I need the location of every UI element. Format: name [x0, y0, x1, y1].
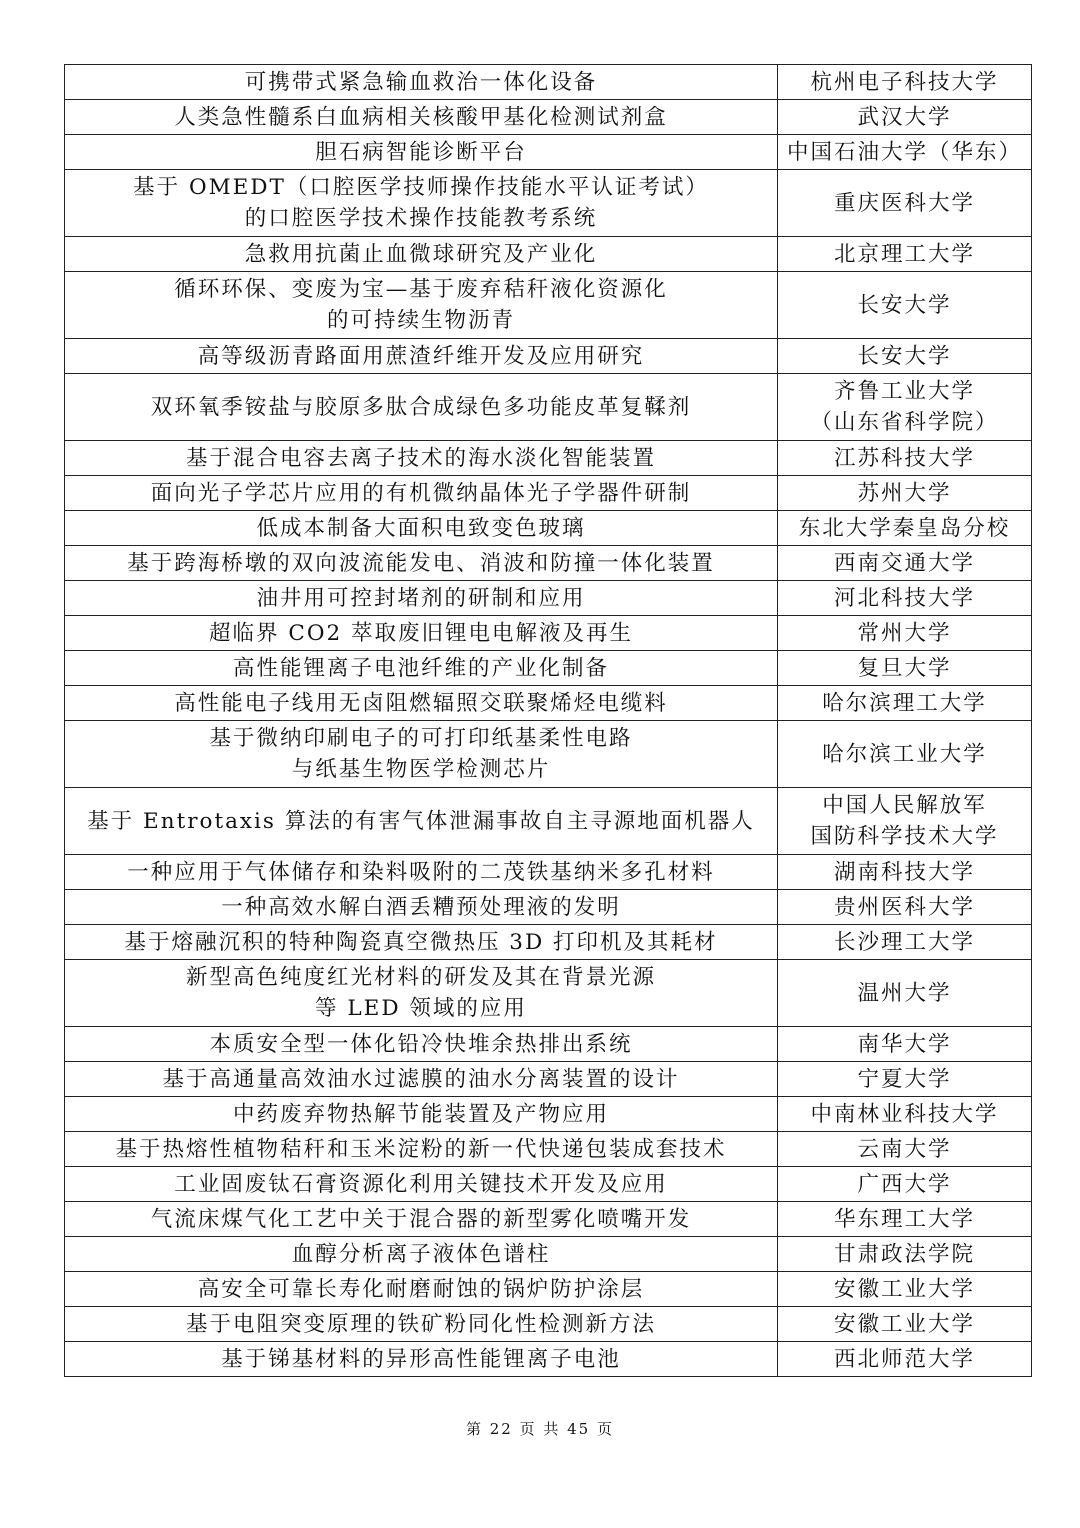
table-row: [65, 1062, 1032, 1097]
project-name-line: 的可持续生物沥青: [326, 308, 515, 333]
project-name-cell: [65, 374, 778, 441]
institution-name-line: 东北大学秦皇岛分校: [798, 515, 1011, 541]
project-name-cell: [65, 1237, 778, 1272]
project-name-cell: [65, 960, 778, 1027]
table-row: [65, 1097, 1032, 1132]
institution-cell: [778, 135, 1032, 170]
institution-name-line: 长沙理工大学: [833, 929, 975, 955]
table-row: [65, 788, 1032, 855]
table-row: [65, 1237, 1032, 1272]
project-name-line: 循环环保、变废为宝—基于废弃秸秆液化资源化: [174, 277, 668, 302]
project-name-cell: [65, 1202, 778, 1237]
project-name-line: 基于跨海桥墩的双向波流能发电、消波和防撞一体化装置: [127, 550, 715, 576]
project-name-cell: [65, 1272, 778, 1307]
project-name-cell: [65, 511, 778, 546]
project-name-line: 基于 Entrotaxis 算法的有害气体泄漏事故自主寻源地面机器人: [87, 808, 755, 834]
project-name-cell: [65, 1027, 778, 1062]
institution-cell: [778, 721, 1032, 788]
institution-name-line: 湖南科技大学: [833, 859, 975, 885]
table-row: [65, 374, 1032, 441]
table-row: [65, 237, 1032, 272]
table-row: [65, 1272, 1032, 1307]
institution-name-line: 温州大学: [857, 980, 952, 1006]
institution-name-line: 贵州医科大学: [833, 894, 975, 920]
table-row: [65, 272, 1032, 339]
project-name-line: 基于高通量高效油水过滤膜的油水分离装置的设计: [162, 1066, 680, 1092]
institution-name-line: 南华大学: [857, 1031, 952, 1057]
institution-cell: [778, 581, 1032, 616]
institution-name-line: 西南交通大学: [833, 550, 975, 576]
project-name-line: 低成本制备大面积电致变色玻璃: [256, 515, 586, 541]
project-name-cell: [65, 1062, 778, 1097]
project-name-cell: [65, 441, 778, 476]
project-name-line: 急救用抗菌止血微球研究及产业化: [244, 241, 598, 267]
project-table-body: [65, 65, 1032, 1377]
table-row: [65, 651, 1032, 686]
project-name-line: 中药废弃物热解节能装置及产物应用: [232, 1101, 609, 1127]
institution-cell: [778, 339, 1032, 374]
table-row: [65, 616, 1032, 651]
project-name-cell: [65, 272, 778, 339]
table-row: [65, 65, 1032, 100]
project-name-cell: [65, 170, 778, 237]
institution-cell: [778, 1167, 1032, 1202]
institution-cell: [778, 1062, 1032, 1097]
project-name-cell: [65, 1342, 778, 1377]
table-row: [65, 170, 1032, 237]
table-row: [65, 1167, 1032, 1202]
project-name-cell: [65, 616, 778, 651]
institution-cell: [778, 1307, 1032, 1342]
table-row: [65, 890, 1032, 925]
institution-cell: [778, 511, 1032, 546]
project-name-cell: [65, 100, 778, 135]
project-name-line: 工业固废钛石膏资源化利用关键技术开发及应用: [174, 1171, 668, 1197]
institution-name-line: 北京理工大学: [833, 241, 975, 267]
project-name-line: 本质安全型一体化铅冷快堆余热排出系统: [209, 1031, 633, 1057]
institution-name-line: 国防科学技术大学: [810, 824, 999, 849]
project-name-cell: [65, 890, 778, 925]
project-name-cell: [65, 135, 778, 170]
institution-cell: [778, 441, 1032, 476]
institution-cell: [778, 100, 1032, 135]
table-row: [65, 1342, 1032, 1377]
project-name-cell: [65, 651, 778, 686]
institution-cell: [778, 1342, 1032, 1377]
project-name-line: 基于混合电容去离子技术的海水淡化智能装置: [185, 445, 656, 471]
table-row: [65, 960, 1032, 1027]
institution-name-line: 中国人民解放军: [822, 793, 987, 818]
institution-cell: [778, 651, 1032, 686]
project-name-cell: [65, 546, 778, 581]
project-name-cell: [65, 855, 778, 890]
project-name-line: 等 LED 领域的应用: [315, 996, 527, 1021]
project-name-line: 基于锑基材料的异形高性能锂离子电池: [221, 1346, 621, 1372]
institution-name-line: 中国石油大学（华东）: [786, 139, 1022, 165]
project-name-line: 面向光子学芯片应用的有机微纳晶体光子学器件研制: [150, 480, 692, 506]
project-name-line: 基于热熔性植物秸秆和玉米淀粉的新一代快递包装成套技术: [115, 1136, 727, 1162]
project-name-line: 血醇分析离子液体色谱柱: [291, 1241, 551, 1267]
project-name-line: 高性能电子线用无卤阻燃辐照交联聚烯烃电缆料: [174, 690, 668, 716]
table-row: [65, 855, 1032, 890]
table-row: [65, 100, 1032, 135]
project-name-cell: [65, 721, 778, 788]
project-name-line: 可携带式紧急输血救治一体化设备: [244, 69, 598, 95]
project-name-cell: [65, 1097, 778, 1132]
institution-cell: [778, 925, 1032, 960]
institution-name-line: 常州大学: [857, 620, 952, 646]
table-row: [65, 546, 1032, 581]
institution-cell: [778, 788, 1032, 855]
institution-name-line: 长安大学: [857, 343, 952, 369]
project-name-cell: [65, 1307, 778, 1342]
project-name-line: 高等级沥青路面用蔗渣纤维开发及应用研究: [197, 343, 645, 369]
institution-cell: [778, 237, 1032, 272]
institution-name-line: 河北科技大学: [833, 585, 975, 611]
project-name-line: 一种应用于气体储存和染料吸附的二茂铁基纳米多孔材料: [127, 859, 715, 885]
table-row: [65, 1202, 1032, 1237]
institution-name-line: 江苏科技大学: [833, 445, 975, 471]
project-name-cell: [65, 925, 778, 960]
project-name-line: 油井用可控封堵剂的研制和应用: [256, 585, 586, 611]
table-row: [65, 511, 1032, 546]
project-name-line: 的口腔医学技术操作技能教考系统: [244, 206, 598, 231]
project-name-line: 气流床煤气化工艺中关于混合器的新型雾化喷嘴开发: [150, 1206, 692, 1232]
project-name-line: 基于微纳印刷电子的可打印纸基柔性电路: [209, 726, 633, 751]
institution-cell: [778, 1027, 1032, 1062]
table-row: [65, 339, 1032, 374]
project-name-line: 人类急性髓系白血病相关核酸甲基化检测试剂盒: [174, 104, 668, 130]
project-name-line: 胆石病智能诊断平台: [315, 139, 527, 165]
project-name-line: 高安全可靠长寿化耐磨耐蚀的锅炉防护涂层: [197, 1276, 645, 1302]
project-name-line: 双环氧季铵盐与胶原多肽合成绿色多功能皮革复鞣剂: [150, 394, 692, 420]
institution-name-line: 复旦大学: [857, 655, 952, 681]
table-row: [65, 721, 1032, 788]
institution-cell: [778, 1097, 1032, 1132]
project-name-cell: [65, 1132, 778, 1167]
project-name-line: 基于熔融沉积的特种陶瓷真空微热压 3D 打印机及其耗材: [124, 929, 718, 955]
institution-cell: [778, 1272, 1032, 1307]
institution-cell: [778, 960, 1032, 1027]
institution-cell: [778, 686, 1032, 721]
institution-name-line: 云南大学: [857, 1136, 952, 1162]
table-row: [65, 135, 1032, 170]
institution-name-line: 宁夏大学: [857, 1066, 952, 1092]
project-name-cell: [65, 788, 778, 855]
institution-name-line: 中南林业科技大学: [810, 1101, 999, 1127]
institution-name-line: 西北师范大学: [833, 1346, 975, 1372]
institution-cell: [778, 374, 1032, 441]
project-name-line: 一种高效水解白酒丢糟预处理液的发明: [221, 894, 621, 920]
institution-name-line: 武汉大学: [857, 104, 952, 130]
institution-name-line: 重庆医科大学: [833, 190, 975, 216]
institution-name-line: 齐鲁工业大学: [833, 379, 975, 404]
institution-cell: [778, 616, 1032, 651]
project-name-cell: [65, 581, 778, 616]
institution-name-line: （山东省科学院）: [810, 410, 999, 435]
project-name-line: 与纸基生物医学检测芯片: [291, 757, 551, 782]
project-name-cell: [65, 686, 778, 721]
project-name-line: 新型高色纯度红光材料的研发及其在背景光源: [185, 965, 656, 990]
project-name-cell: [65, 476, 778, 511]
institution-name-line: 安徽工业大学: [833, 1311, 975, 1337]
institution-name-line: 广西大学: [857, 1171, 952, 1197]
institution-name-line: 安徽工业大学: [833, 1276, 975, 1302]
institution-name-line: 哈尔滨工业大学: [822, 741, 987, 767]
institution-cell: [778, 1132, 1032, 1167]
institution-cell: [778, 1237, 1032, 1272]
institution-cell: [778, 65, 1032, 100]
institution-name-line: 华东理工大学: [833, 1206, 975, 1232]
table-row: [65, 686, 1032, 721]
project-name-cell: [65, 1167, 778, 1202]
institution-cell: [778, 476, 1032, 511]
project-name-line: 基于 OMEDT（口腔医学技师操作技能水平认证考试）: [133, 175, 709, 200]
institution-name-line: 杭州电子科技大学: [810, 69, 999, 95]
project-name-cell: [65, 65, 778, 100]
institution-name-line: 长安大学: [857, 292, 952, 318]
table-row: [65, 1132, 1032, 1167]
table-row: [65, 581, 1032, 616]
page-footer: 第 22 页 共 45 页: [465, 1420, 614, 1438]
institution-cell: [778, 855, 1032, 890]
institution-cell: [778, 272, 1032, 339]
institution-name-line: 哈尔滨理工大学: [822, 690, 987, 716]
institution-name-line: 苏州大学: [857, 480, 952, 506]
institution-name-line: 甘肃政法学院: [833, 1241, 975, 1267]
institution-cell: [778, 546, 1032, 581]
table-row: [65, 1027, 1032, 1062]
table-row: [65, 441, 1032, 476]
project-name-line: 超临界 CO2 萃取废旧锂电电解液及再生: [209, 620, 633, 646]
table-row: [65, 1307, 1032, 1342]
project-name-line: 基于电阻突变原理的铁矿粉同化性检测新方法: [185, 1311, 656, 1337]
table-row: [65, 476, 1032, 511]
project-name-cell: [65, 339, 778, 374]
project-name-line: 高性能锂离子电池纤维的产业化制备: [232, 655, 609, 681]
table-row: [65, 925, 1032, 960]
institution-cell: [778, 170, 1032, 237]
institution-cell: [778, 890, 1032, 925]
institution-cell: [778, 1202, 1032, 1237]
project-name-cell: [65, 237, 778, 272]
project-table: [64, 64, 1032, 1377]
